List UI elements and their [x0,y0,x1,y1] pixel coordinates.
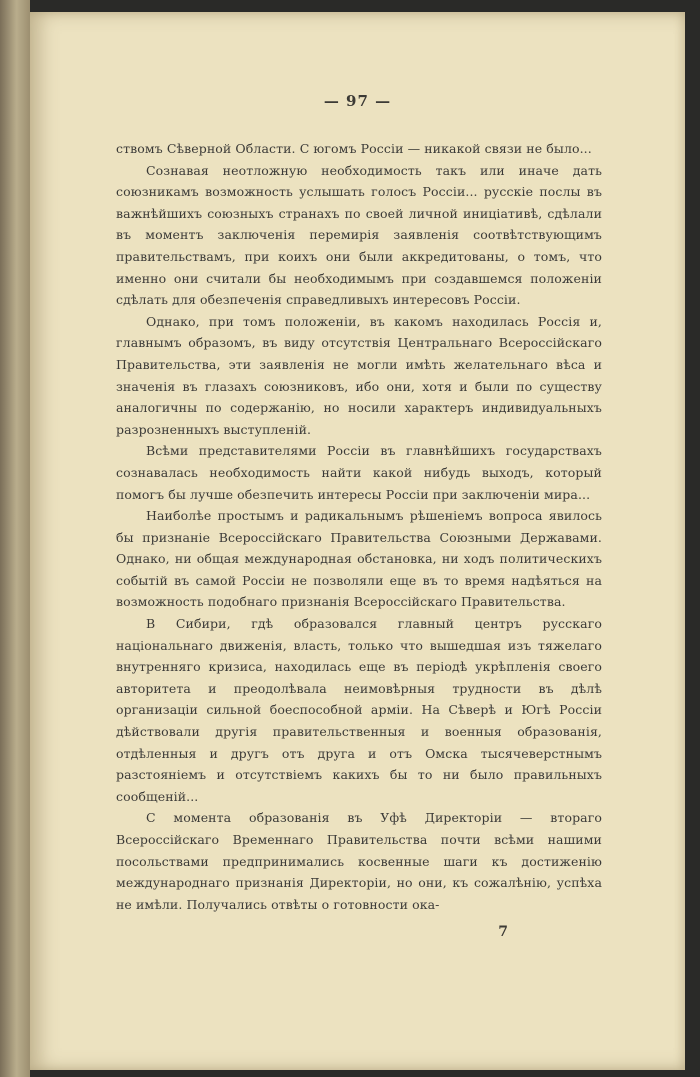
paragraph: ствомъ Сѣверной Области. С югомъ Россіи — никакой связи не было... [116,141,592,156]
paragraph: В Сибири, гдѣ образовался главный центръ русскаго національнаго движенія, власть, только что вышедшая изъ тяжелаго внутренняго кризиса, находилась еще въ періодѣ укрѣпленія своего авторитета и преодолѣвала неимовѣрныя трудности въ дѣлѣ организаціи сильной боеспособной арміи. На Сѣверѣ и Югѣ Россіи дѣйствовали другія правительственныя и военныя образованія, отдѣленныя и другъ отъ друга и отъ Омска тысячеверстнымъ разстояніемъ и отсутствіемъ какихъ бы то ни было правильныхъ сообщеній... [116,616,602,804]
paragraph: Однако, при томъ положеніи, въ какомъ находилась Россія и, главнымъ образомъ, въ виду отсутствія Центральнаго Всероссійскаго Правительства, эти заявленія не могли имѣть желательнаго вѣса и значенія въ глазахъ союзниковъ, ибо они, хотя и были по существу аналогичны по содержанію, но носили характеръ индивидуальныхъ разрозненныхъ выступленій. [116,313,602,437]
paragraph: Наиболѣе простымъ и радикальнымъ рѣшеніемъ вопроса явилось бы признаніе Всероссійскаго Правительства Союзными Державами. Однако, ни общая международная обстановка, ни ходъ политическихъ событій въ самой Россіи не позволяли еще въ то время надѣяться на возможность подобнаго признанія Всероссійскаго Правительства. [116,508,602,610]
signature-mark: 7 [498,924,508,940]
paragraph: Сознавая неотложную необходимость такъ или иначе дать союзникамъ возможность услышать голосъ Россіи... русскіе послы въ важнѣйшихъ союзныхъ странахъ по своей личной иниціативѣ, сдѣлали въ моментъ заключенія перемирія заявленія соотвѣтствующимъ правительствамъ, при коихъ они были аккредитованы, о томъ, что именно они считали бы необходимымъ при создавшемся положеніи сдѣлать для обезпеченія справедливыхъ интересовъ Россіи. [116,162,602,308]
paragraph: Всѣми представителями Россіи въ главнѣйшихъ государствахъ сознавалась необходимость найти какой нибудь выходъ, который помогъ бы лучше обезпечить интересы Россіи при заключеніи мира... [116,443,602,502]
paragraph: С момента образованія въ Уфѣ Директоріи — втораго Всероссійскаго Временнаго Правительства почти всѣми нашими посольствами предпринимались косвенные шаги къ достиженію международнаго признанія Директоріи, но они, къ сожалѣнію, успѣха не имѣли. Получались отвѣты о готовности ока- [116,810,602,912]
page-number: — 97 — [323,92,392,110]
book-page [30,12,685,1070]
page-body-text [116,138,602,915]
book-spine [0,0,30,1077]
